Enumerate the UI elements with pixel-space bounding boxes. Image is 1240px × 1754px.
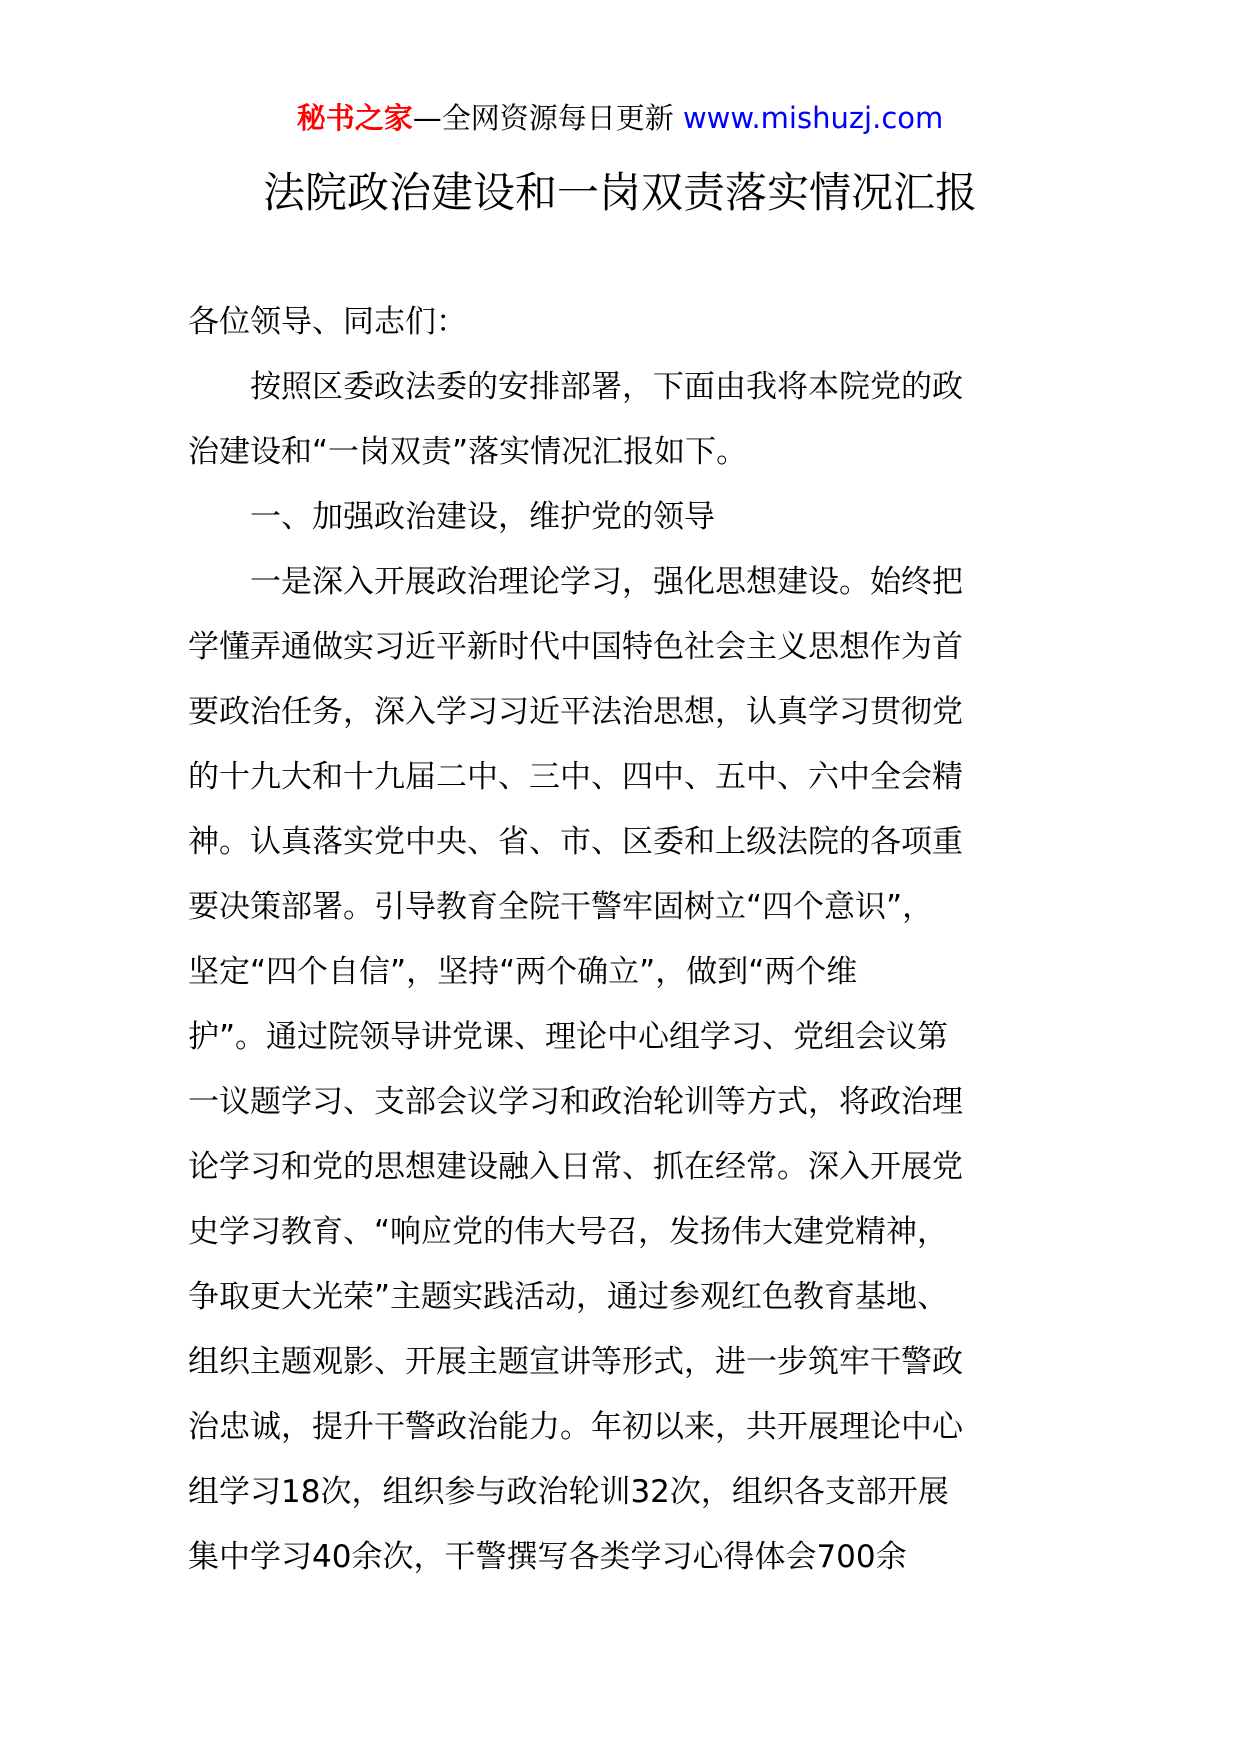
paragraph-line: 集中学习40余次，干警撰写各类学习心得体会700余 [188,1539,907,1575]
paragraph-line: 组学习18次，组织参与政治轮训32次，组织各支部开展 [188,1474,949,1510]
paragraph-line: 论学习和党的思想建设融入日常、抓在经常。深入开展党 [188,1149,963,1185]
section-heading: 一、加强政治建设，维护党的领导 [188,499,715,535]
paragraph-line: 要决策部署。引导教育全院干警牢固树立“四个意识”， [188,889,934,925]
paragraph-line: 护”。通过院领导讲党课、理论中心组学习、党组会议第 [188,1019,949,1055]
paragraph-line: 治建设和“一岗双责”落实情况汇报如下。 [188,434,748,470]
paragraph-line: 一议题学习、支部会议学习和政治轮训等方式，将政治理 [188,1084,963,1120]
paragraph-line: 神。认真落实党中央、省、市、区委和上级法院的各项重 [188,824,963,860]
document-body [188,290,1058,1590]
brand-name: 秘书之家 [296,101,413,135]
paragraph-line: 要政治任务，深入学习习近平法治思想，认真学习贯彻党 [188,694,963,730]
paragraph-line: 的十九大和十九届二中、三中、四中、五中、六中全会精 [188,759,963,795]
paragraph-line: 争取更大光荣”主题实践活动，通过参观红色教育基地、 [188,1279,949,1315]
document-title: 法院政治建设和一岗双责落实情况汇报 [262,168,977,217]
salutation-line: 各位领导、同志们： [188,304,467,340]
paragraph-line: 坚定“四个自信”，坚持“两个确立”，做到“两个维 [188,954,858,990]
paragraph-line: 组织主题观影、开展主题宣讲等形式，进一步筑牢干警政 [188,1344,963,1380]
paragraph-line: 史学习教育、“响应党的伟大号召，发扬伟大建党精神， [188,1214,949,1250]
paragraph-line: 一是深入开展政治理论学习，强化思想建设。始终把 [188,564,963,600]
paragraph-line: 治忠诚，提升干警政治能力。年初以来，共开展理论中心 [188,1409,963,1445]
banner-tagline: —全网资源每日更新 [412,101,674,135]
paragraph-line: 学懂弄通做实习近平新时代中国特色社会主义思想作为首 [188,629,963,665]
site-url-link[interactable]: www.mishuzj.com [682,101,944,135]
paragraph-line: 按照区委政法委的安排部署，下面由我将本院党的政 [188,369,963,405]
site-banner [0,98,1240,138]
